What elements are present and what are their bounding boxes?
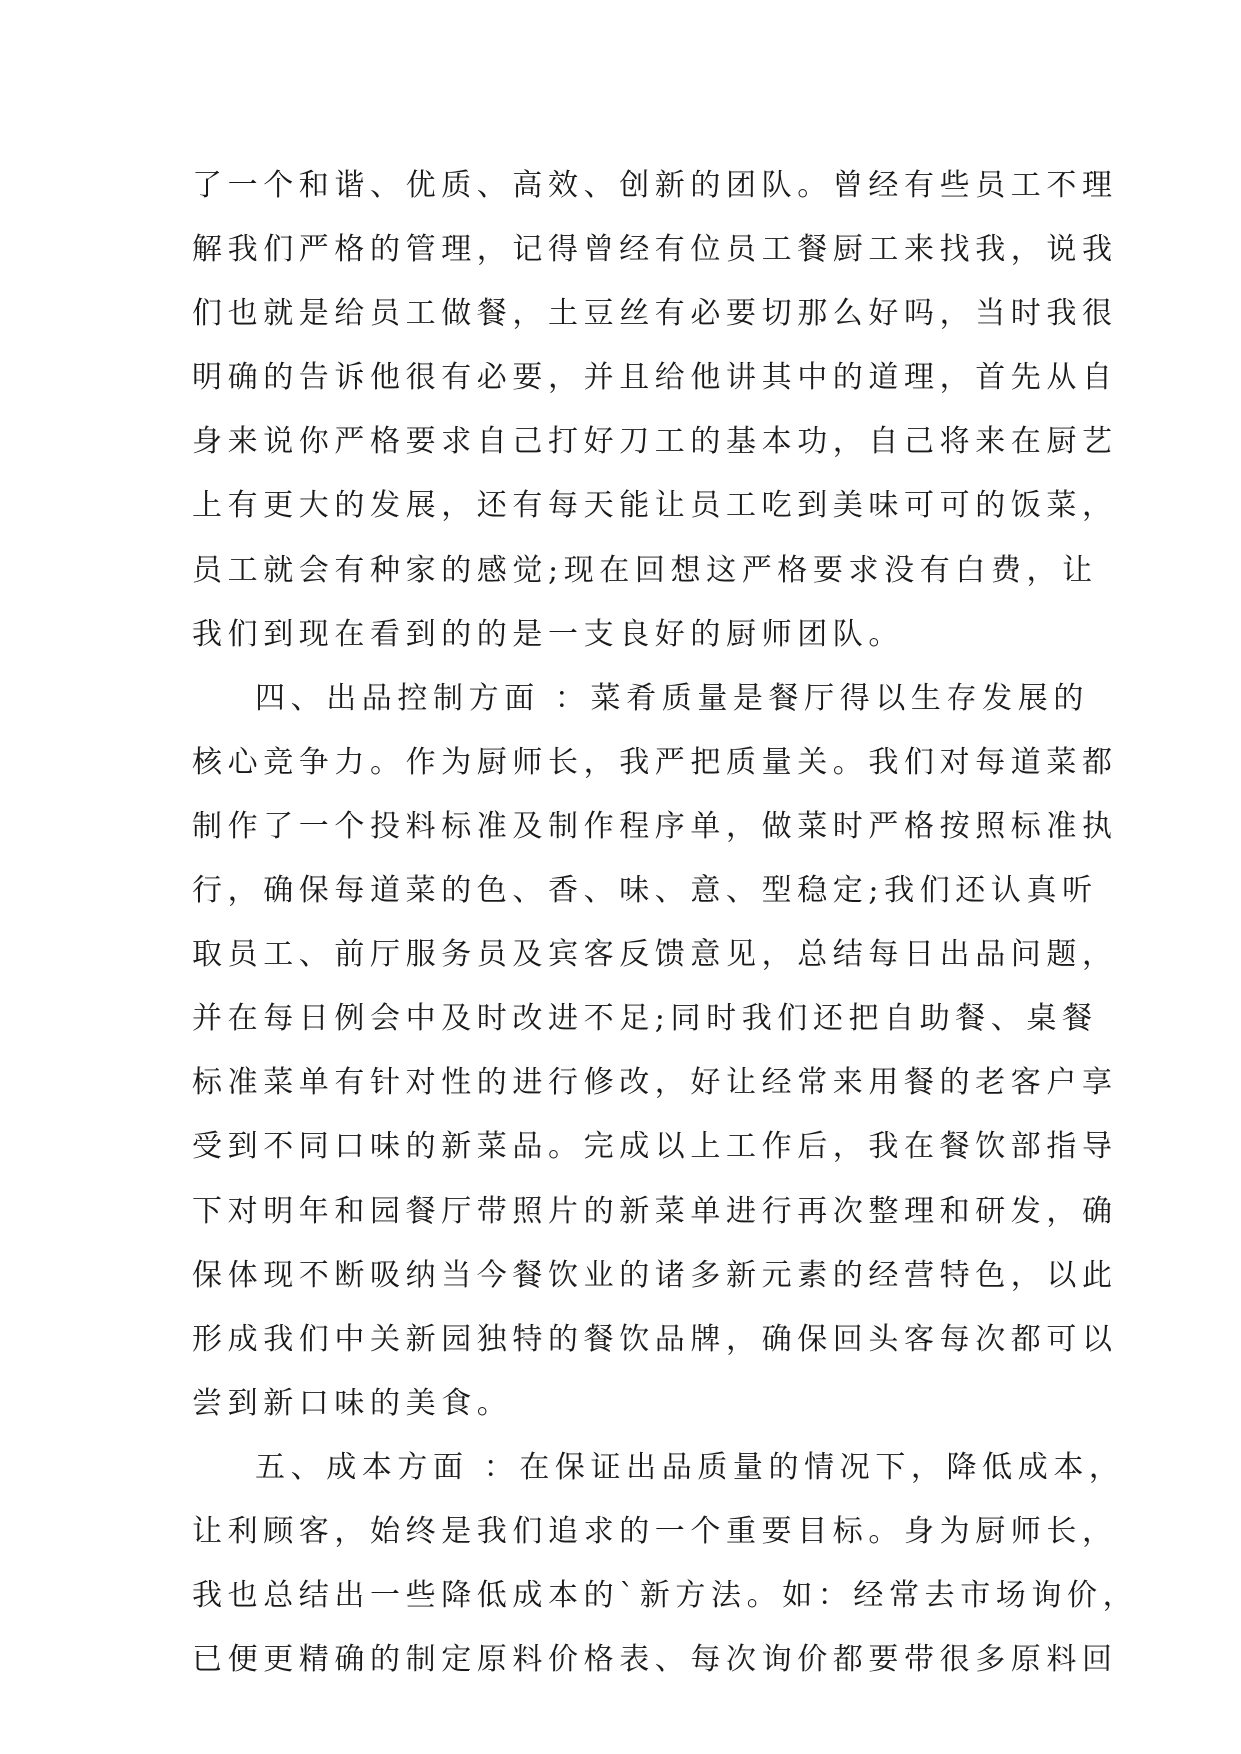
section-heading-line: 五、成本方面 ：在保证出品质量的情况下，降低成本，: [255, 1449, 1125, 1485]
text-line: 让利顾客，始终是我们追求的一个重要目标。身为厨师长，: [192, 1513, 1118, 1549]
text-line: 明确的告诉他很有必要，并且给他讲其中的道理，首先从自: [192, 360, 1118, 396]
text-line: 形成我们中关新园独特的餐饮品牌，确保回头客每次都可以: [192, 1321, 1118, 1357]
text-line: 核心竞争力。作为厨师长，我严把质量关。我们对每道菜都: [192, 744, 1118, 780]
text-line: 解我们严格的管理，记得曾经有位员工餐厨工来找我，说我: [192, 232, 1118, 268]
text-line: 保体现不断吸纳当今餐饮业的诸多新元素的经营特色，以此: [192, 1257, 1118, 1293]
text-line: 员工就会有种家的感觉;现在回想这严格要求没有白费，让: [192, 552, 1098, 588]
text-line: 了一个和谐、优质、高效、创新的团队。曾经有些员工不理: [192, 168, 1118, 203]
section-heading-line: 四、出品控制方面 ：菜肴质量是餐厅得以生存发展的: [255, 680, 1089, 716]
text-line: 身来说你严格要求自己打好刀工的基本功，自己将来在厨艺: [192, 424, 1118, 460]
text-line: 取员工、前厅服务员及宾客反馈意见，总结每日出品问题，: [192, 937, 1118, 973]
text-line: 制作了一个投料标准及制作程序单，做菜时严格按照标准执: [192, 808, 1118, 844]
text-line: 我们到现在看到的的是一支良好的厨师团队。: [192, 616, 904, 652]
text-line: 已便更精确的制定原料价格表、每次询价都要带很多原料回: [192, 1642, 1118, 1678]
body-text: [192, 154, 1139, 1692]
text-line: 标准菜单有针对性的进行修改，好让经常来用餐的老客户享: [192, 1065, 1118, 1101]
text-line: 们也就是给员工做餐，土豆丝有必要切那么好吗，当时我很: [192, 296, 1118, 332]
text-line: 我也总结出一些降低成本的`新方法。如：经常去市场询价，: [192, 1578, 1139, 1614]
text-line: 尝到新口味的美食。: [192, 1385, 513, 1421]
text-line: 受到不同口味的新菜品。完成以上工作后，我在餐饮部指导: [192, 1129, 1118, 1165]
text-line: 并在每日例会中及时改进不足;同时我们还把自助餐、桌餐: [192, 1001, 1098, 1037]
text-line: 下对明年和园餐厅带照片的新菜单进行再次整理和研发，确: [192, 1193, 1118, 1229]
text-line: 上有更大的发展，还有每天能让员工吃到美味可可的饭菜，: [192, 488, 1118, 524]
text-line: 行，确保每道菜的色、香、味、意、型稳定;我们还认真听: [192, 873, 1098, 909]
